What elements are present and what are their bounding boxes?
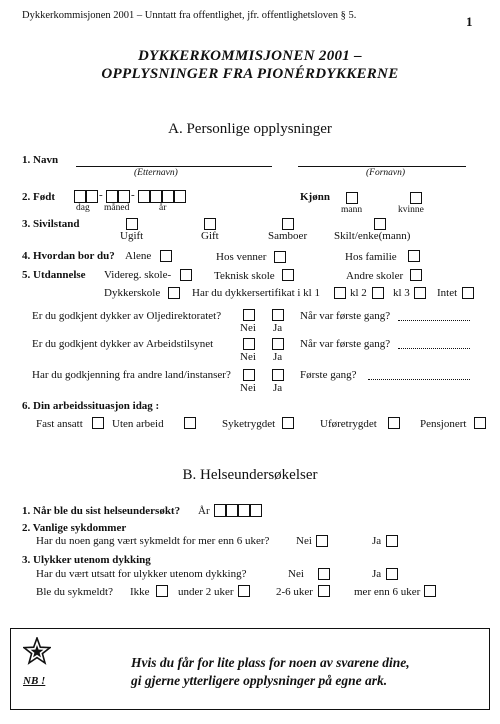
q1-name-label: 1. Navn (22, 154, 59, 166)
q2-born-label: 2. Født (22, 191, 55, 203)
marital-married-label: Gift (201, 230, 219, 242)
q4-living-label: 4. Hvordan bor du? (22, 250, 115, 262)
cert-none-checkbox[interactable] (462, 287, 474, 299)
sick-none-label: Ikke (130, 586, 150, 598)
nb-label: NB ! (23, 675, 46, 687)
b-q3-accident-question: Har du vært utsatt for ulykker utenom dykking? (36, 568, 247, 580)
edu-upper-secondary-label: Videreg. skole- (104, 269, 172, 281)
sick-over6-label: mer enn 6 uker (354, 586, 421, 598)
approved-labour-question: Er du godkjent dykker av Arbeidstilsynet (32, 338, 214, 350)
approved-other-no-label: Nei (240, 382, 256, 394)
edu-technical-label: Teknisk skole (214, 270, 275, 282)
confidentiality-header: Dykkerkommisjonen 2001 – Unntatt fra offentlighet, jfr. offentlighetsloven § 5. (22, 10, 357, 21)
work-employed-checkbox[interactable] (92, 417, 104, 429)
sick-2to6-label: 2-6 uker (276, 586, 313, 598)
surname-field[interactable] (76, 166, 272, 167)
cert-none-label: Intet (437, 287, 458, 299)
b-q2-illness-label: 2. Vanlige sykdommer (22, 522, 127, 534)
approved-labour-no-checkbox[interactable] (243, 338, 255, 350)
living-friends-checkbox[interactable] (274, 251, 286, 263)
gender-male-checkbox[interactable] (346, 192, 358, 204)
b-q3-no-label: Nei (288, 568, 304, 580)
cert-class3-checkbox[interactable] (414, 287, 426, 299)
sick-none-checkbox[interactable] (156, 585, 168, 597)
b-q3-yes-checkbox[interactable] (386, 568, 398, 580)
page-number: 1 (466, 14, 473, 29)
b-q1-health-check-label: 1. Når ble du sist helseundersøkt? (22, 505, 181, 517)
approved-petroleum-yes-checkbox[interactable] (272, 309, 284, 321)
b-q2-sick-question: Har du noen gang vært sykmeldt for mer enn 6 uker? (36, 535, 270, 547)
firstname-field[interactable] (298, 166, 466, 167)
edu-upper-secondary-checkbox[interactable] (180, 269, 192, 281)
living-alone-checkbox[interactable] (160, 250, 172, 262)
approved-other-first-time-field[interactable] (368, 379, 470, 380)
section-b-heading: B. Helseundersøkelser (182, 467, 318, 483)
edu-diving-school-checkbox[interactable] (168, 287, 180, 299)
marital-unmarried-label: Ugift (120, 230, 144, 242)
section-a-heading: A. Personlige opplysninger (168, 121, 332, 137)
b-q2-yes-label: Ja (372, 535, 382, 547)
surname-hint: (Etternavn) (134, 168, 178, 178)
document-title-line1: DYKKERKOMMISJONEN 2001 – (138, 48, 362, 64)
approved-other-no-checkbox[interactable] (243, 369, 255, 381)
work-employed-label: Fast ansatt (36, 418, 83, 430)
marital-cohabiting-checkbox[interactable] (282, 218, 294, 230)
q3-marital-label: 3. Sivilstand (22, 218, 80, 230)
living-family-label: Hos familie (345, 251, 397, 263)
marital-divorced-checkbox[interactable] (374, 218, 386, 230)
approved-other-question: Har du godkjenning fra andre land/instanser? (32, 369, 231, 381)
work-retired-checkbox[interactable] (474, 417, 486, 429)
gender-label: Kjønn (300, 191, 330, 203)
nb-notice-box (10, 628, 490, 710)
edu-other-label: Andre skoler (346, 270, 404, 282)
certificate-question: Har du dykkersertifikat i kl 1 (192, 287, 320, 299)
living-family-checkbox[interactable] (408, 250, 420, 262)
approved-labour-no-label: Nei (240, 351, 256, 363)
q6-work-label: 6. Din arbeidssituasjon idag : (22, 400, 160, 412)
b-q3-no-checkbox[interactable] (318, 568, 330, 580)
month-hint: måned (104, 203, 130, 213)
gender-female-label: kvinne (398, 205, 424, 215)
approved-labour-first-time: Når var første gang? (300, 338, 391, 350)
approved-petroleum-yes-label: Ja (273, 322, 283, 334)
work-disabled-checkbox[interactable] (388, 417, 400, 429)
approved-petroleum-question: Er du godkjent dykker av Oljedirektoratet? (32, 310, 222, 322)
edu-diving-school-label: Dykkerskole (104, 287, 161, 299)
b-q3-accidents-label: 3. Ulykker utenom dykking (22, 554, 151, 566)
sick-under2-checkbox[interactable] (238, 585, 250, 597)
marital-unmarried-checkbox[interactable] (126, 218, 138, 230)
approved-other-yes-checkbox[interactable] (272, 369, 284, 381)
approved-other-yes-label: Ja (273, 382, 283, 394)
work-unemployed-label: Uten arbeid (112, 418, 164, 430)
approved-labour-yes-label: Ja (273, 351, 283, 363)
b-q2-no-label: Nei (296, 535, 312, 547)
approved-labour-yes-checkbox[interactable] (272, 338, 284, 350)
approved-other-first-time: Første gang? (300, 369, 357, 381)
approved-petroleum-no-label: Nei (240, 322, 256, 334)
sick-under2-label: under 2 uker (178, 586, 234, 598)
marital-cohabiting-label: Samboer (268, 230, 308, 242)
b-q1-year-label: År (198, 505, 210, 517)
cert-class1-checkbox[interactable] (334, 287, 346, 299)
work-sick-checkbox[interactable] (282, 417, 294, 429)
firstname-hint: (Fornavn) (366, 168, 406, 178)
work-sick-label: Syketrygdet (222, 418, 276, 430)
work-disabled-label: Uføretrygdet (320, 418, 377, 430)
sick-over6-checkbox[interactable] (424, 585, 436, 597)
star-icon (23, 637, 51, 665)
cert-class2-checkbox[interactable] (372, 287, 384, 299)
b-q2-no-checkbox[interactable] (316, 535, 328, 547)
nb-line2: gi gjerne ytterligere opplysninger på egne ark. (131, 673, 388, 688)
cert-class2-label: kl 2 (350, 287, 367, 299)
day-hint: dag (76, 203, 90, 213)
b-q2-yes-checkbox[interactable] (386, 535, 398, 547)
q5-education-label: 5. Utdannelse (22, 269, 86, 281)
year-hint: år (159, 203, 167, 213)
work-unemployed-checkbox[interactable] (184, 417, 196, 429)
approved-petroleum-no-checkbox[interactable] (243, 309, 255, 321)
cert-class3-label: kl 3 (393, 287, 410, 299)
b-q3-yes-label: Ja (372, 568, 382, 580)
living-friends-label: Hos venner (216, 251, 267, 263)
nb-line1: Hvis du får for lite plass for noen av svarene dine, (131, 655, 410, 670)
gender-male-label: mann (341, 205, 363, 215)
approved-petroleum-first-time-field[interactable] (398, 320, 470, 321)
work-retired-label: Pensjonert (420, 418, 467, 430)
approved-labour-first-time-field[interactable] (398, 348, 470, 349)
document-title-line2: OPPLYSNINGER FRA PIONÉRDYKKERNE (101, 66, 399, 82)
marital-divorced-label: Skilt/enke(mann) (334, 230, 411, 242)
gender-female-checkbox[interactable] (410, 192, 422, 204)
edu-technical-checkbox[interactable] (282, 269, 294, 281)
sick-2to6-checkbox[interactable] (318, 585, 330, 597)
marital-married-checkbox[interactable] (204, 218, 216, 230)
approved-petroleum-first-time: Når var første gang? (300, 310, 391, 322)
living-alone-label: Alene (125, 250, 152, 262)
b-q3-sick-leave-question: Ble du sykmeldt? (36, 586, 113, 598)
edu-other-checkbox[interactable] (410, 269, 422, 281)
